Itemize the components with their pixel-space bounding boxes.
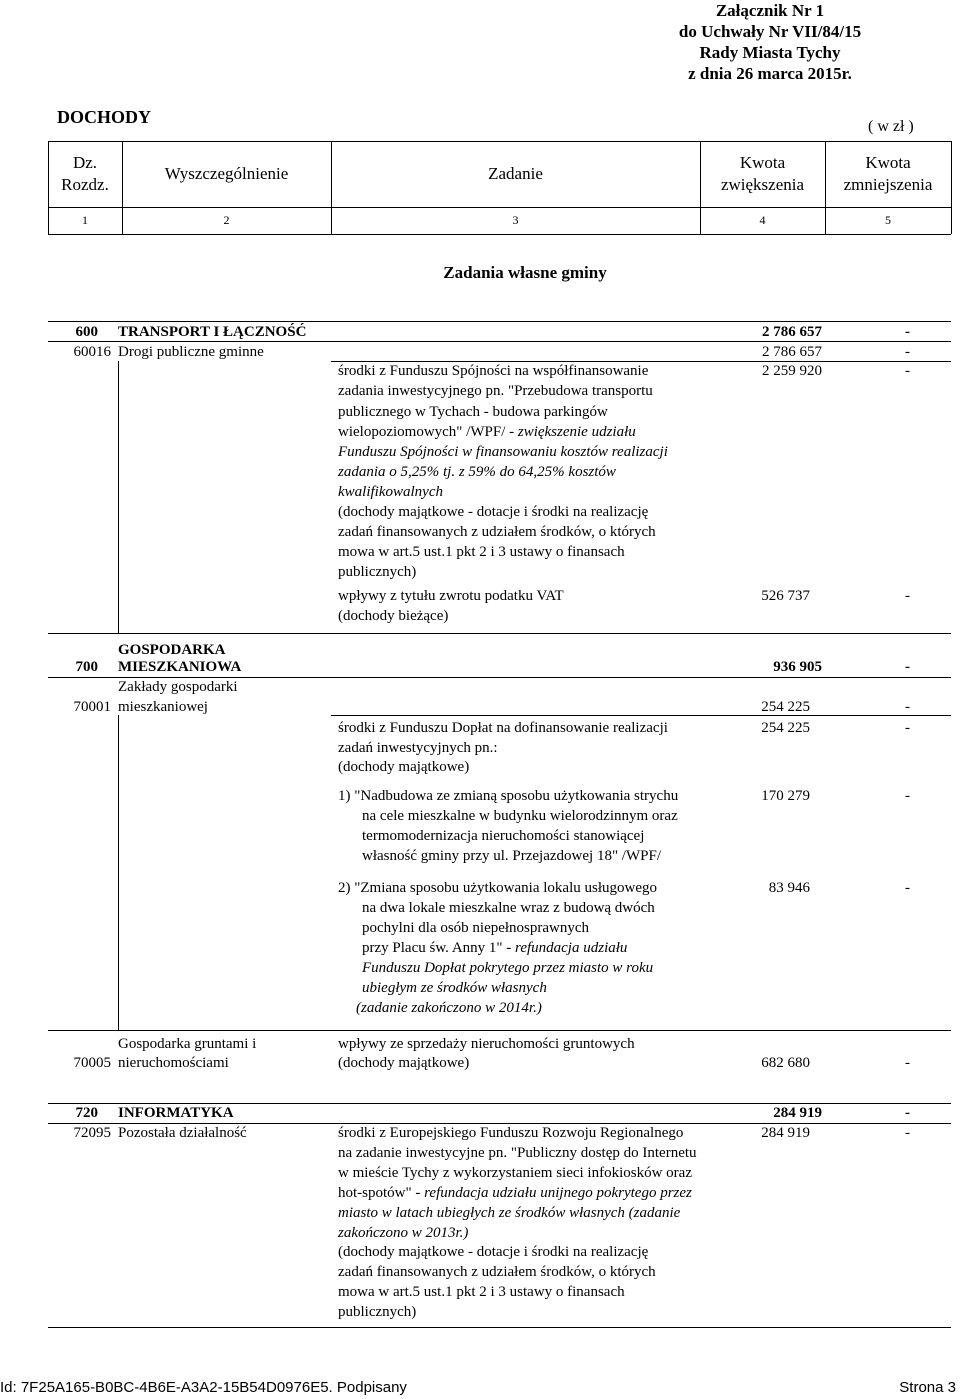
column-number-4: 4 (759, 213, 766, 227)
attachment-line-3: Rady Miasta Tychy (699, 43, 841, 62)
task-text: wpływy ze sprzedaży nieruchomości gruntowych (338, 1036, 635, 1052)
task-text: własność gminy przy ul. Przejazdowej 18" /WPF/ (362, 848, 661, 864)
task-amount-inc: 170 279 (761, 788, 810, 804)
task-text: zadań finansowanych z udziałem środków, o których (338, 1264, 656, 1280)
task-text: kwalifikowalnych (338, 484, 443, 500)
task-text: środki z Funduszu Spójności na współfinansowanie (338, 363, 649, 379)
rozdzial-amount-dec-70005: - (905, 1055, 910, 1071)
rozdzial-code-70005: 70005 (73, 1055, 111, 1071)
dzial-name-600: TRANSPORT I ŁĄCZNOŚĆ (118, 324, 307, 340)
dzial-amount-dec-720: - (905, 1105, 910, 1121)
divider-700-task1 (331, 715, 951, 716)
header-dz: Dz. (72, 153, 98, 172)
rozdzial-code-70001: 70001 (73, 699, 111, 715)
task-text: (dochody majątkowe - dotacje i środki na realizację (338, 1244, 649, 1260)
header-kwota-zmniejszenia-1: Kwota (865, 153, 911, 172)
column-line-70001 (118, 715, 119, 1030)
dzial-name-720: INFORMATYKA (118, 1105, 234, 1121)
task-text: (zadanie zakończono w 2014r.) (356, 1000, 542, 1016)
task-text: (dochody majątkowe) (338, 759, 470, 775)
attachment-line-2: do Uchwały Nr VII/84/15 (678, 22, 862, 41)
task-text: 2) "Zmiana sposobu użytkowania lokalu usługowego (338, 880, 657, 896)
task-text-italic: z 59% do 64,25% kosztów (458, 464, 616, 480)
rozdzial-name-60016: Drogi publiczne gminne (118, 344, 264, 360)
task-text (362, 938, 627, 958)
attachment-line-1: Załącznik Nr 1 (715, 1, 825, 20)
task-amount-dec: - (905, 788, 910, 804)
task-text-italic: refundacja udziału unijnego pokrytego przez (424, 1185, 692, 1201)
task-text-part: wielopoziomowych" /WPF/ - (338, 424, 518, 440)
task-text-part: hot-spotów" - (338, 1185, 425, 1201)
column-line-600 (118, 361, 119, 633)
task-text: na zadanie inwestycyjne pn. "Publiczny dostęp do Internetu (338, 1145, 697, 1161)
task-amount-dec: - (905, 588, 910, 604)
divider-70005 (48, 1030, 951, 1031)
task-text: w mieście Tychy z wykorzystaniem sieci infokiosków oraz (338, 1165, 692, 1181)
task-text: zadań finansowanych z udziałem środków, o których (338, 524, 656, 540)
task-amount-inc: 83 946 (768, 880, 810, 896)
task-text: wpływy z tytułu zwrotu podatku VAT (338, 588, 564, 604)
dzial-amount-inc-720: 284 919 (773, 1105, 822, 1121)
column-number-5: 5 (885, 213, 891, 227)
task-text (338, 422, 636, 442)
task-text (338, 1183, 692, 1203)
task-text: mowa w art.5 ust.1 pkt 2 i 3 ustawy o finansach (338, 1284, 625, 1300)
task-text: na cele mieszkalne w budynku wielorodzinnym oraz (362, 808, 678, 824)
rozdzial-amount-dec-72095: - (905, 1125, 910, 1141)
task-text: (dochody bieżące) (338, 608, 449, 624)
task-text-italic: zadania o 5,25% tj. (338, 464, 459, 480)
rozdzial-amount-inc-72095: 284 919 (761, 1125, 810, 1141)
unit-label: ( w zł ) (868, 118, 914, 135)
dzial-amount-dec-700: - (905, 659, 910, 675)
task-text: publicznych) (338, 564, 417, 580)
task-amount-dec: - (905, 880, 910, 896)
task-text-italic: refundacja udziału (515, 940, 628, 956)
task-text: na dwa lokale mieszkalne wraz z budową dwóch (362, 900, 655, 916)
dzial-code-600: 600 (75, 324, 98, 340)
task-text: mowa w art.5 ust.1 pkt 2 i 3 ustawy o finansach (338, 544, 625, 560)
task-amount-inc: 526 737 (761, 588, 810, 604)
task-text: (dochody majątkowe - dotacje i środki na realizację (338, 504, 649, 520)
attachment-line-4: z dnia 26 marca 2015r. (688, 64, 852, 83)
task-text: publicznych) (338, 1304, 417, 1320)
rozdzial-name-70005-line1: Gospodarka gruntami i (118, 1036, 257, 1052)
rozdzial-name-70005-line2: nieruchomościami (118, 1055, 229, 1071)
task-text: środki z Europejskiego Funduszu Rozwoju Regionalnego (338, 1125, 684, 1141)
task-text (338, 462, 616, 482)
dzial-amount-inc-600: 2 786 657 (762, 324, 822, 340)
divider-bottom (48, 1327, 951, 1328)
task-text: miasto w latach ubiegłych ze środków własnych (zadanie (338, 1205, 681, 1221)
dzial-code-720: 720 (75, 1105, 98, 1121)
header-zadanie: Zadanie (488, 164, 543, 183)
task-text: środki z Funduszu Dopłat na dofinansowanie realizacji (338, 720, 668, 736)
task-text: 1) "Nadbudowa ze zmianą sposobu użytkowania strychu (338, 788, 679, 804)
rozdzial-name-70001-line1: Zakłady gospodarki (118, 679, 238, 695)
task-text-italic: zwiększenie udziału (517, 424, 636, 440)
task-text: termomodernizacja nieruchomości stanowiącej (362, 828, 645, 844)
task-amount-inc: 2 259 920 (762, 363, 822, 379)
dzial-name-700-line1: GOSPODARKA (118, 642, 226, 658)
rozdzial-amount-dec-60016: - (905, 344, 910, 360)
rozdzial-code-72095: 72095 (73, 1125, 111, 1141)
document-title: DOCHODY (57, 107, 151, 127)
column-number-2: 2 (223, 213, 230, 227)
column-number-1: 1 (82, 213, 88, 227)
rozdzial-amount-inc-60016: 2 786 657 (762, 344, 822, 360)
column-number-3: 3 (512, 213, 519, 227)
task-text: (dochody majątkowe) (338, 1055, 470, 1071)
dzial-name-700-line2: MIESZKANIOWA (118, 659, 242, 675)
section-title: Zadania własne gminy (443, 263, 607, 282)
footer-document-id: Id: 7F25A165-B0BC-4B6E-A3A2-15B54D0976E5. Podpisany (0, 1379, 407, 1396)
header-kwota-zwiekszenia-2: zwiększenia (720, 175, 805, 194)
task-text: pochylni dla osób niepełnosprawnych (362, 920, 590, 936)
header-rozdz: Rozdz. (61, 175, 109, 194)
header-kwota-zmniejszenia-2: zmniejszenia (843, 175, 933, 194)
task-text: zadań inwestycyjnych pn.: (338, 740, 498, 756)
rozdzial-code-60016: 60016 (73, 344, 111, 360)
task-text: zadania inwestycyjnego pn. "Przebudowa transportu (338, 383, 653, 399)
rozdzial-name-72095: Pozostała działalność (118, 1125, 247, 1141)
rozdzial-amount-dec-70001: - (905, 699, 910, 715)
dzial-code-700: 700 (75, 659, 98, 675)
task-text: Funduszu Dopłat pokrytego przez miasto w roku (362, 960, 654, 976)
dzial-amount-inc-700: 936 905 (773, 659, 822, 675)
header-wyszczegolnienie: Wyszczególnienie (164, 164, 289, 183)
rozdzial-name-70001-line2: mieszkaniowej (118, 699, 208, 715)
rozdzial-amount-inc-70001: 254 225 (761, 699, 810, 715)
dzial-amount-dec-600: - (905, 324, 910, 340)
divider-700 (48, 633, 951, 634)
rozdzial-amount-inc-70005: 682 680 (761, 1055, 810, 1071)
task-text-part: przy Placu św. Anny 1" - (362, 940, 516, 956)
task-text: Funduszu Spójności w finansowaniu kosztów realizacji (338, 444, 668, 460)
task-text: ubiegłym ze środków własnych (362, 980, 547, 996)
task-amount-dec: - (905, 363, 910, 379)
task-text: zakończono w 2013r.) (338, 1225, 469, 1241)
footer-page-number: Strona 3 (899, 1379, 956, 1396)
task-amount-inc: 254 225 (761, 720, 810, 736)
task-text: publicznego w Tychach - budowa parkingów (338, 404, 608, 420)
header-kwota-zwiekszenia-1: Kwota (739, 153, 786, 172)
task-amount-dec: - (905, 720, 910, 736)
